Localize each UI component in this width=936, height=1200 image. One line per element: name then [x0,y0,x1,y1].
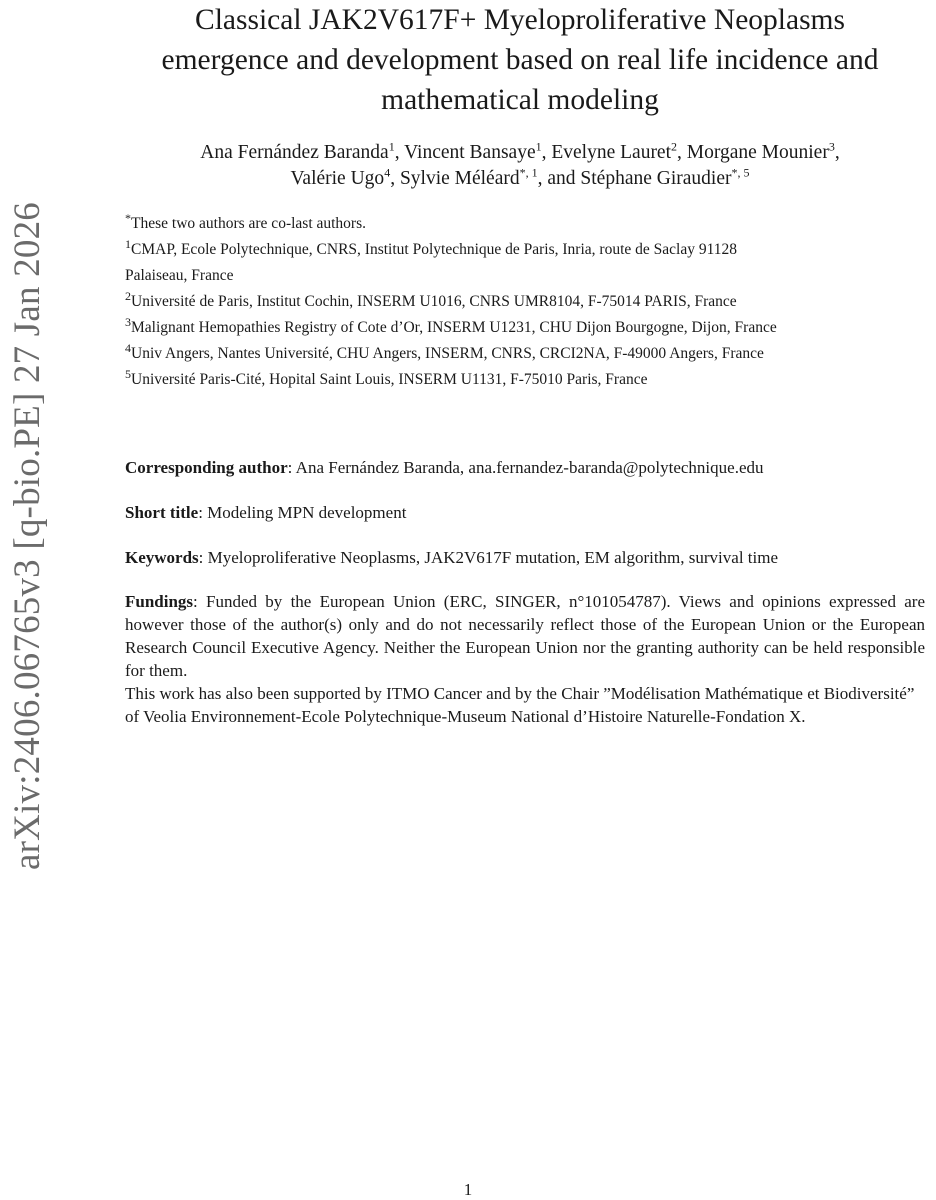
affiliation-text-continued: Palaiseau, France [125,267,234,284]
keywords [125,546,925,569]
field-label: Keywords [125,548,199,567]
author-name: Ana Fernández Baranda [200,142,389,163]
author-name: Evelyne Lauret [551,142,672,163]
affiliation-mark: 1 [125,236,131,251]
affiliation-text: Malignant Hemopathies Registry of Cote d’Or, INSERM U1231, CHU Dijon Bourgogne, Dijon, France [131,319,777,336]
field-label: Corresponding author [125,458,288,477]
arxiv-side-stamp [0,0,60,1200]
fundings [125,590,925,728]
affiliation-mark: 3 [125,314,131,329]
affiliation-text: Université Paris-Cité, Hopital Saint Louis, INSERM U1131, F-75010 Paris, France [131,371,648,388]
author-mark: 4 [384,165,391,180]
author-mark: *, 5 [731,165,750,180]
author-name: Morgane Mounier [686,142,829,163]
author-separator: , [677,142,687,163]
title-line-3: mathematical modeling [381,84,659,116]
author-separator: , and [537,168,581,189]
author-name: Valérie Ugo [290,168,385,189]
affiliation-mark: 5 [125,366,131,381]
field-label: Short title [125,503,199,522]
author-mark: 1 [535,139,542,154]
affiliation-1 [125,237,925,289]
affiliation-text: Univ Angers, Nantes Université, CHU Angers, INSERM, CNRS, CRCI2NA, F-49000 Angers, France [131,345,764,362]
field-value: : Ana Fernández Baranda, ana.fernandez-baranda@polytechnique.edu [287,458,764,477]
affiliation-mark: 2 [125,288,131,303]
author-name: Sylvie Méléard [399,168,520,189]
author-separator: , [394,142,405,163]
author-name: Stéphane Giraudier [580,168,732,189]
affiliation-text: Université de Paris, Institut Cochin, INSERM U1016, CNRS UMR8104, F-75014 PARIS, France [131,293,737,310]
author-mark: *, 1 [519,165,538,180]
paper-title [120,0,920,120]
title-line-2: emergence and development based on real life incidence and [161,44,879,76]
fundings-additional: This work has also been supported by ITMO Cancer and by the Chair ”Modélisation Mathématique et Biodiversité” of Veolia Environnement-Ecole Polytechnique-Museum National d’Histoire Naturelle-Fondation X. [125,684,915,726]
affiliation-4 [125,341,925,367]
author-separator: , [541,142,552,163]
fundings-paragraph [125,590,925,682]
affiliation-5 [125,367,925,393]
corresponding-author [125,456,925,479]
title-line-1: Classical JAK2V617F+ Myeloproliferative Neoplasms [195,4,845,36]
author-separator: , [390,168,400,189]
affiliation-mark: * [125,210,131,225]
field-value: : Funded by the European Union (ERC, SINGER, n°101054787). Views and opinions expressed are however those of the author(s) only and do not necessarily reflect those of the European Union or the European Research Council Executive Agency. Neither the European Union nor the granting authority can be held responsible for them. [125,592,925,680]
affiliation-3 [125,315,925,341]
affiliation-note-colast [125,211,925,237]
field-value: : Myeloproliferative Neoplasms, JAK2V617F mutation, EM algorithm, survival time [198,548,779,567]
field-label: Fundings [125,592,194,611]
author-mark: 1 [388,139,395,154]
author-separator: , [834,142,840,163]
author-mark: 3 [828,139,835,154]
short-title [125,501,925,524]
page-number: 1 [463,1180,473,1199]
affiliation-mark: 4 [125,340,131,355]
author-mark: 2 [671,139,678,154]
affiliation-2 [125,289,925,315]
author-list [110,140,930,192]
affiliation-text: These two authors are co-last authors. [131,215,367,232]
author-name: Vincent Bansaye [404,142,536,163]
field-value: : Modeling MPN development [198,503,407,522]
affiliation-text: CMAP, Ecole Polytechnique, CNRS, Institut Polytechnique de Paris, Inria, route de Saclay 91128 [131,241,737,258]
arxiv-identifier: arXiv:2406.06765v3 [q-bio.PE] 27 Jan 2026 [7,202,48,870]
